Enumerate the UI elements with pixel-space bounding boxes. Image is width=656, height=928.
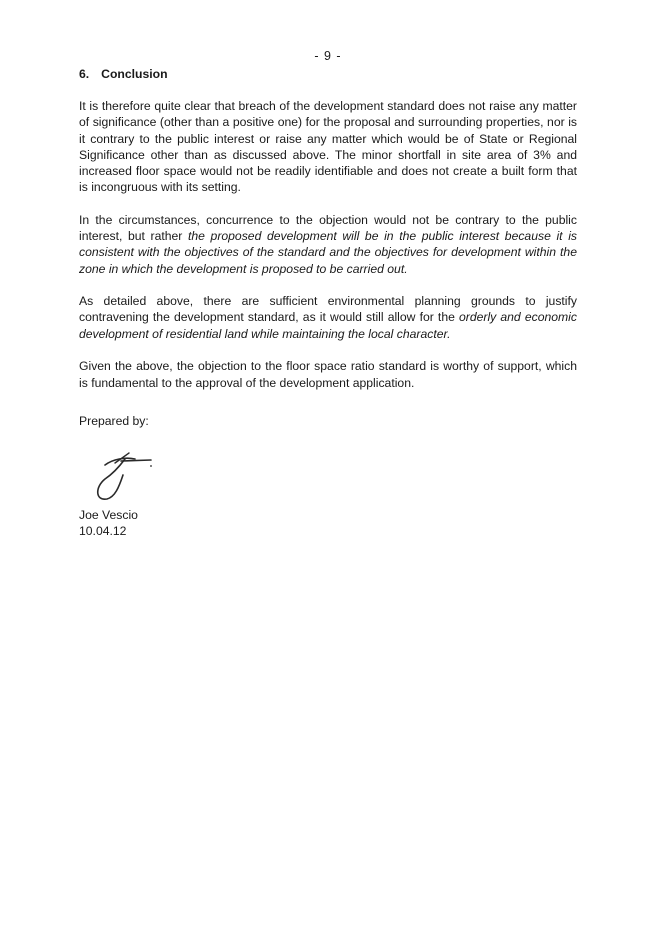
prepared-by-label: Prepared by:	[79, 413, 149, 428]
paragraph-3-text: As detailed above, there are sufficient environmental planning grounds to justify contravening the development standard, as it would still allow for the	[79, 294, 577, 325]
paragraph-2-italic: the proposed development will be in the public interest because it is consistent with the objectives of the standard and the objectives for development within the zone in which the development is proposed to be carried out.	[79, 229, 577, 276]
page-number: - 9 -	[314, 49, 342, 63]
paragraph-4: Given the above, the objection to the floor space ratio standard is worthy of support, which is fundamental to the approval of the development application.	[79, 359, 577, 390]
signer-name: Joe Vescio	[79, 507, 138, 522]
section-heading	[79, 66, 577, 82]
signature-date: 10.04.12	[79, 524, 127, 539]
paragraph-3-italic: orderly and economic development of residential land while maintaining the local character.	[79, 310, 577, 341]
paragraph-2-text: In the circumstances, concurrence to the objection would not be contrary to the public interest, but rather	[79, 212, 577, 244]
handwritten-signature	[85, 447, 165, 503]
section-title: Conclusion	[101, 67, 168, 81]
paragraph-1: It is therefore quite clear that breach of the development standard does not raise any matter of significance (other than a positive one) for the proposal and surrounding properties, nor is it contrary to the public interest or raise any matter which would be of State or Regional Significance other than as discussed above. The minor shortfall in site area of 3% and increased floor space would not be readily identifiable and does not create a built form that is incongruous with its setting.	[79, 99, 577, 195]
document-body	[79, 66, 577, 539]
paragraph-3	[79, 293, 577, 342]
paragraph-2	[79, 212, 577, 277]
section-number: 6.	[79, 67, 90, 81]
